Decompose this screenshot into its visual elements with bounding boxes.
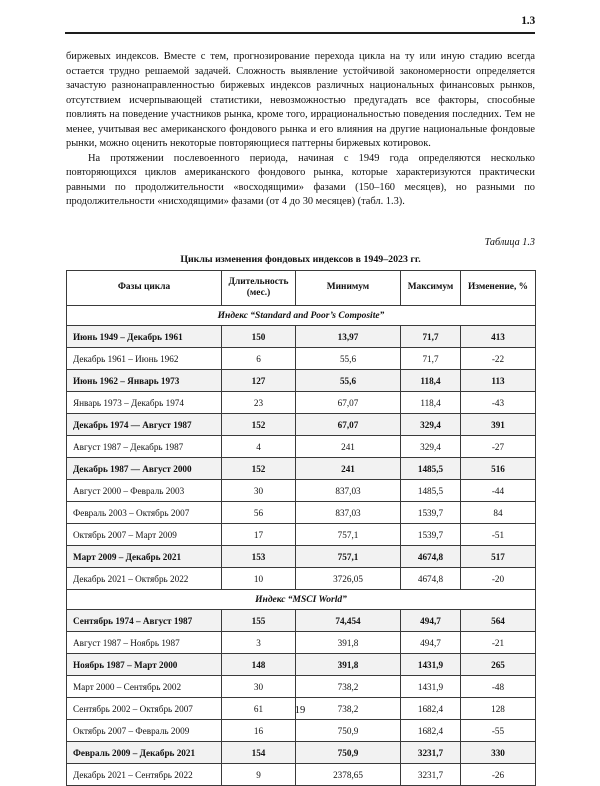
table-row: [67, 632, 536, 654]
cell-phase: Декабрь 2021 – Октябрь 2022: [67, 568, 222, 590]
paragraph-1: биржевых индексов. Вместе с тем, прогнозирование перехода цикла на ту или иную стадию всегда остается трудно решаемой задачей. Сложность выявление устойчивой закономерности определяется зачастую разнонаправленностью биржевых индексов различных национальных финансовых рынков, отсутствием исчерпывающей статистики, невозможностью предугадать все факторы, способные повлиять на поведение участников рынка, кроме того, иррациональностью поведения последних. Тем не менее, учитывая вес американского фондового рынка и его влияния на другие национальные фондовые рынки, можно оценить некоторые повторяющиеся паттерны биржевых котировок.: [66, 51, 535, 150]
cell-duration: 154: [222, 742, 296, 764]
cell-phase: Декабрь 1987 — Август 2000: [67, 458, 222, 480]
table-row: [67, 524, 536, 546]
table-block: [66, 236, 535, 786]
cell-phase: Декабрь 2021 – Сентябрь 2022: [67, 764, 222, 786]
cell-minimum: 750,9: [296, 742, 401, 764]
cell-maximum: 1431,9: [401, 676, 461, 698]
body-text: [66, 50, 535, 210]
cell-change: 128: [461, 698, 536, 720]
cell-duration: 9: [222, 764, 296, 786]
cell-minimum: 757,1: [296, 546, 401, 568]
table-row: [67, 610, 536, 632]
cell-change: -55: [461, 720, 536, 742]
cell-change: 564: [461, 610, 536, 632]
column-header-minimum: Минимум: [296, 271, 401, 306]
cell-phase: Октябрь 2007 – Март 2009: [67, 524, 222, 546]
cell-change: 265: [461, 654, 536, 676]
table-row: [67, 326, 536, 348]
cell-maximum: 1485,5: [401, 458, 461, 480]
table-row: [67, 720, 536, 742]
cell-change: 413: [461, 326, 536, 348]
cell-minimum: 391,8: [296, 632, 401, 654]
cell-maximum: 118,4: [401, 370, 461, 392]
cell-change: 391: [461, 414, 536, 436]
cell-phase: Июнь 1962 – Январь 1973: [67, 370, 222, 392]
cell-minimum: 55,6: [296, 370, 401, 392]
cell-change: 516: [461, 458, 536, 480]
cell-phase: Сентябрь 2002 – Октябрь 2007: [67, 698, 222, 720]
cell-duration: 30: [222, 676, 296, 698]
cell-change: 84: [461, 502, 536, 524]
cell-phase: Август 1987 – Декабрь 1987: [67, 436, 222, 458]
cell-phase: Август 1987 – Ноябрь 1987: [67, 632, 222, 654]
cell-change: 330: [461, 742, 536, 764]
cell-change: -27: [461, 436, 536, 458]
cell-maximum: 3231,7: [401, 742, 461, 764]
cell-minimum: 391,8: [296, 654, 401, 676]
cell-duration: 4: [222, 436, 296, 458]
cell-duration: 155: [222, 610, 296, 632]
cell-change: -26: [461, 764, 536, 786]
cell-phase: Ноябрь 1987 – Март 2000: [67, 654, 222, 676]
cell-change: 113: [461, 370, 536, 392]
cell-minimum: 55,6: [296, 348, 401, 370]
cell-minimum: 67,07: [296, 414, 401, 436]
table-row: [67, 414, 536, 436]
table-header-row: [67, 271, 536, 306]
cell-change: -43: [461, 392, 536, 414]
cell-phase: Февраль 2003 – Октябрь 2007: [67, 502, 222, 524]
cell-change: -48: [461, 676, 536, 698]
cell-duration: 153: [222, 546, 296, 568]
cell-maximum: 1485,5: [401, 480, 461, 502]
cell-phase: Декабрь 1974 — Август 1987: [67, 414, 222, 436]
table-row: [67, 742, 536, 764]
cell-phase: Декабрь 1961 – Июнь 1962: [67, 348, 222, 370]
table-number-label: Таблица 1.3: [484, 237, 535, 248]
table-title: Циклы изменения фондовых индексов в 1949–2023 гг.: [180, 254, 421, 265]
cell-duration: 17: [222, 524, 296, 546]
paragraph-2: На протяжении послевоенного периода, начиная с 1949 года определяются несколько повторяющихся циклов американского фондового рынка, которые характеризуются практически равными по продолжительности «восходящими» фазами (150–160 месяцев), но разными по продолжительности «нисходящими» фазами (от 4 до 30 месяцев) (табл. 1.3).: [66, 152, 535, 208]
table-row: [67, 764, 536, 786]
cell-duration: 127: [222, 370, 296, 392]
cell-phase: Март 2000 – Сентябрь 2002: [67, 676, 222, 698]
cell-change: 517: [461, 546, 536, 568]
table-section-row: [67, 306, 536, 326]
cell-change: -20: [461, 568, 536, 590]
cell-change: -21: [461, 632, 536, 654]
cell-maximum: 71,7: [401, 348, 461, 370]
cell-duration: 148: [222, 654, 296, 676]
cell-maximum: 1539,7: [401, 502, 461, 524]
cell-minimum: 241: [296, 436, 401, 458]
cell-phase: Февраль 2009 – Декабрь 2021: [67, 742, 222, 764]
running-head-section-number: 1.3: [521, 15, 535, 27]
cell-maximum: 3231,7: [401, 764, 461, 786]
cell-phase: Октябрь 2007 – Февраль 2009: [67, 720, 222, 742]
cell-change: -51: [461, 524, 536, 546]
cell-minimum: 738,2: [296, 698, 401, 720]
running-head: [65, 14, 535, 44]
cell-duration: 16: [222, 720, 296, 742]
cell-maximum: 1682,4: [401, 720, 461, 742]
cell-duration: 56: [222, 502, 296, 524]
cell-duration: 152: [222, 458, 296, 480]
cell-phase: Август 2000 – Февраль 2003: [67, 480, 222, 502]
table-row: [67, 436, 536, 458]
running-head-rule: [65, 32, 535, 34]
cell-maximum: 494,7: [401, 632, 461, 654]
table-section-heading: Индекс “Standard and Poor’s Composite”: [67, 306, 536, 326]
cell-minimum: 738,2: [296, 676, 401, 698]
cell-duration: 10: [222, 568, 296, 590]
cell-maximum: 71,7: [401, 326, 461, 348]
cell-duration: 152: [222, 414, 296, 436]
cell-minimum: 13,97: [296, 326, 401, 348]
cell-duration: 6: [222, 348, 296, 370]
table-section-row: [67, 590, 536, 610]
table-row: [67, 458, 536, 480]
cell-phase: Январь 1973 – Декабрь 1974: [67, 392, 222, 414]
column-header-phase: Фазы цикла: [67, 271, 222, 306]
cell-maximum: 494,7: [401, 610, 461, 632]
cell-minimum: 3726,05: [296, 568, 401, 590]
cell-maximum: 1682,4: [401, 698, 461, 720]
cell-duration: 150: [222, 326, 296, 348]
cell-maximum: 329,4: [401, 414, 461, 436]
table-row: [67, 502, 536, 524]
cell-phase: Март 2009 – Декабрь 2021: [67, 546, 222, 568]
table-head: [67, 271, 536, 306]
cell-minimum: 241: [296, 458, 401, 480]
table-row: [67, 370, 536, 392]
cell-duration: 23: [222, 392, 296, 414]
cell-maximum: 1431,9: [401, 654, 461, 676]
cell-minimum: 757,1: [296, 524, 401, 546]
cell-maximum: 329,4: [401, 436, 461, 458]
table-row: [67, 654, 536, 676]
cell-minimum: 837,03: [296, 502, 401, 524]
cell-maximum: 4674,8: [401, 546, 461, 568]
cell-change: -44: [461, 480, 536, 502]
column-header-duration-line1: Длительность: [228, 276, 289, 287]
cell-phase: Сентябрь 1974 – Август 1987: [67, 610, 222, 632]
cell-maximum: 118,4: [401, 392, 461, 414]
cell-change: -22: [461, 348, 536, 370]
table-row: [67, 480, 536, 502]
cell-maximum: 1539,7: [401, 524, 461, 546]
table-row: [67, 676, 536, 698]
cell-minimum: 837,03: [296, 480, 401, 502]
cell-duration: 30: [222, 480, 296, 502]
table-section-heading: Индекс “MSCI World”: [67, 590, 536, 610]
column-header-change: Изменение, %: [461, 271, 536, 306]
cell-minimum: 750,9: [296, 720, 401, 742]
table-row: [67, 568, 536, 590]
cell-minimum: 67,07: [296, 392, 401, 414]
cell-minimum: 74,454: [296, 610, 401, 632]
cell-duration: 3: [222, 632, 296, 654]
cell-duration: 61: [222, 698, 296, 720]
column-header-maximum: Максимум: [401, 271, 461, 306]
cell-maximum: 4674,8: [401, 568, 461, 590]
cell-phase: Июнь 1949 – Декабрь 1961: [67, 326, 222, 348]
cell-minimum: 2378,65: [296, 764, 401, 786]
column-header-duration-line2: (мес.): [246, 288, 271, 298]
table-row: [67, 392, 536, 414]
page-number: 19: [294, 705, 306, 716]
table-row: [67, 348, 536, 370]
table-row: [67, 546, 536, 568]
column-header-duration: [222, 271, 296, 306]
